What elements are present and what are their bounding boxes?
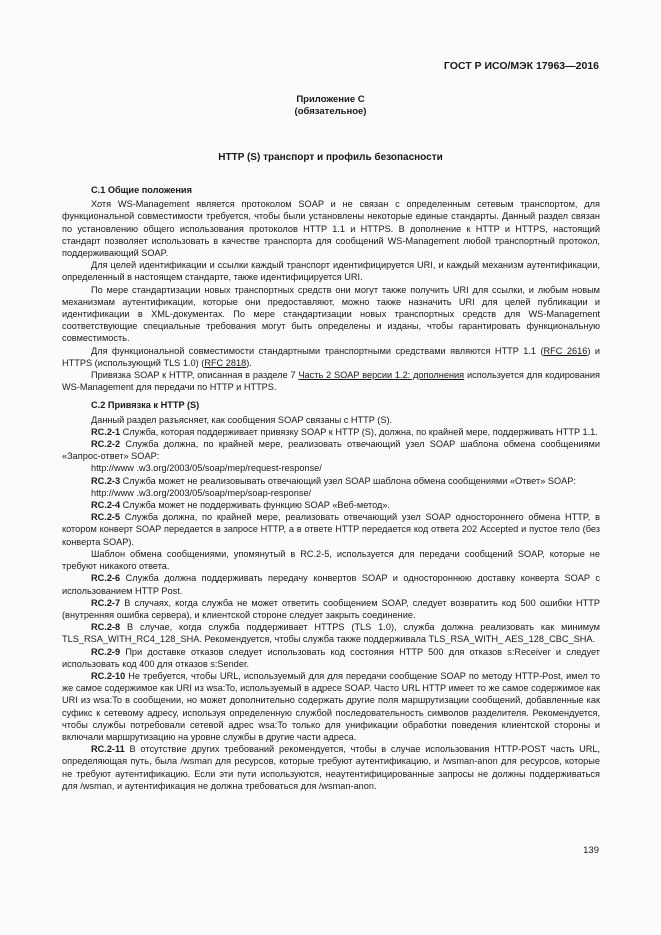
page-number: 139 (583, 845, 599, 856)
rfc-2818-link[interactable]: RFC 2818 (204, 357, 247, 368)
url-text: http://www .w3.org/2003/05/soap/mep/soap-response/ (91, 487, 312, 498)
url-text: http://www .w3.org/2003/05/soap/mep/request-response/ (91, 463, 322, 474)
requirement: RC.2-5 Служба должна, по крайней мере, реализовать отвечающий узел SOAP одностороннего обмена HTTP, в котором конверт SOAP передается в запросе HTTP, а в ответе HTTP передается код ответа 202 Accepted и пустое тело (без конверта SOAP). (62, 512, 600, 547)
paragraph: Для целей идентификации и ссылки каждый транспорт идентифицируется URI, и каждый механизм аутентификации, определенный в настоящем стандарте, также идентифицируется URI. (62, 260, 600, 283)
requirement: RC.2-3 Служба может не реализовывать отвечающий узел SOAP шаблона обмена сообщениями «Ответ» SOAP: (91, 475, 576, 486)
annex-heading (0, 94, 661, 118)
paragraph: Хотя WS-Management является протоколом SOAP и не связан с определенным сетевым транспортом, для функциональной совместимости требуется, чтобы были установлены некоторые единые стандарты. Данный раздел связан по установлению общего использования протоколов HTTP 1.1 и HTTPS. В дополнение к HTTP и HTTPS, настоящий стандарт позволяет использовать в качестве транспорта для сообщений WS-Management любой транспортный протокол, поддерживающий SOAP. (62, 199, 600, 259)
paragraph: Данный раздел разъясняет, как сообщения SOAP связаны с HTTP (S). (91, 414, 393, 425)
soap-part2-link[interactable]: Часть 2 SOAP версии 1.2: дополнения (298, 370, 465, 381)
paragraph: Для функциональной совместимости стандартными транспортными средствами являются HTTP 1.1 (RFC 2616) и HTTPS (использующий TLS 1.0) (RFC 2818). (62, 345, 600, 368)
requirement: RC.2-10 Не требуется, чтобы URL, используемый для для передачи сообщение SOAP по методу HTTP-Post, имел то же самое содержимое как URI из wsa:To, используемый в адресе SOAP. Часто URL HTTP имеет то же самое содержимое как URI из wsa:To в сообщении, но может дополнительно содержать другие поля маршрутизации сообщений, добавленные как суфикс к сетевому адресу, используя определенную службой последовательность символов разделителя. Рекомендуется, чтобы службы потребовали сетевой адрес wsa:To только для унификации обработки поведения клиентской стороны и включали маршрутизацию на уровне службы в другие части адреса. (62, 670, 600, 742)
requirement: RC.2-4 Служба может не поддерживать функцию SOAP «Веб-метод». (91, 500, 391, 511)
paragraph: По мере стандартизации новых транспортных средств они могут также получить URI для ссылки, и любым новым механизмам аутентификации, которые они предоставляют, можно также назначить URI для целей публикации и идентификации в XML-документах. По мере стандартизации новых транспортных средств для WS-Management соответствующие специальные требования могут быть определены и изданы, чтобы гарантировать функциональную совместимость. (62, 284, 600, 344)
requirement: RC.2-9 При доставке отказов следует использовать код состояния HTTP 500 для отказов s:Receiver и следует использовать код 400 для отказов s:Sender. (62, 646, 600, 669)
requirement: RC.2-8 В случае, когда служба поддерживает HTTPS (TLS 1.0), служба должна реализовать как минимум TLS_RSA_WITH_RC4_128_SHA. Рекомендуется, чтобы служба также поддерживала TLS_RSA_WITH_ AES_128_CBC_SHA. (62, 622, 600, 645)
annex-status: (обязательное) (294, 106, 367, 117)
requirement: RC.2-7 В случаях, когда служба не может ответить сообщением SOAP, следует возвратить код 500 ошибки HTTP (внутренняя ошибка сервера), и клиентской стороне следует закрыть соединение. (62, 597, 600, 620)
document-body (62, 184, 600, 792)
paragraph: Привязка SOAP к HTTP, описанная в разделе 7 Часть 2 SOAP версии 1.2: дополнения используется для кодирования WS-Management для передачи по HTTP и HTTPS. (62, 370, 600, 393)
requirement: RC.2-6 Служба должна поддерживать передачу конвертов SOAP и одностороннюю доставку конверта SOAP с использованием HTTP Post. (62, 573, 600, 596)
annex-title: Приложение С (296, 94, 365, 105)
paragraph: Шаблон обмена сообщениями, упомянутый в RC.2-5, используется для передачи сообщений SOAP, которые не требуют никакого ответа. (62, 548, 600, 572)
section-heading-c1: С.1 Общие положения (91, 185, 192, 195)
requirement: RC.2-2 Служба должна, по крайней мере, реализовать отвечающий узел SOAP шаблона обмена сообщениями «Запрос-ответ» SOAP: (62, 439, 600, 462)
requirement: RC.2-11 В отсутствие других требований рекомендуется, чтобы в случае использования HTTP-POST часть URL, определяющая путь, была /wsman для ресурсов, которые требуют аутентификацию, и /wsman-anon для ресурсов, которые не требуют аутентификацию. Если эти пути используются, неаутентифицированные запросы не должны поддерживаться для /wsman, и аутентификация не должна требоваться для /wsman-anon. (62, 744, 600, 791)
rfc-2616-link[interactable]: RFC 2616 (543, 345, 588, 356)
section-heading-c2: С.2 Привязка к HTTP (S) (91, 400, 200, 411)
requirement: RC.2-1 Служба, которая поддерживает привязку SOAP к HTTP (S), должна, по крайней мере, поддерживать HTTP 1.1. (91, 426, 598, 437)
annex-main-title: HTTP (S) транспорт и профиль безопасности (218, 152, 443, 163)
document-header: ГОСТ Р ИСО/МЭК 17963—2016 (443, 60, 599, 72)
